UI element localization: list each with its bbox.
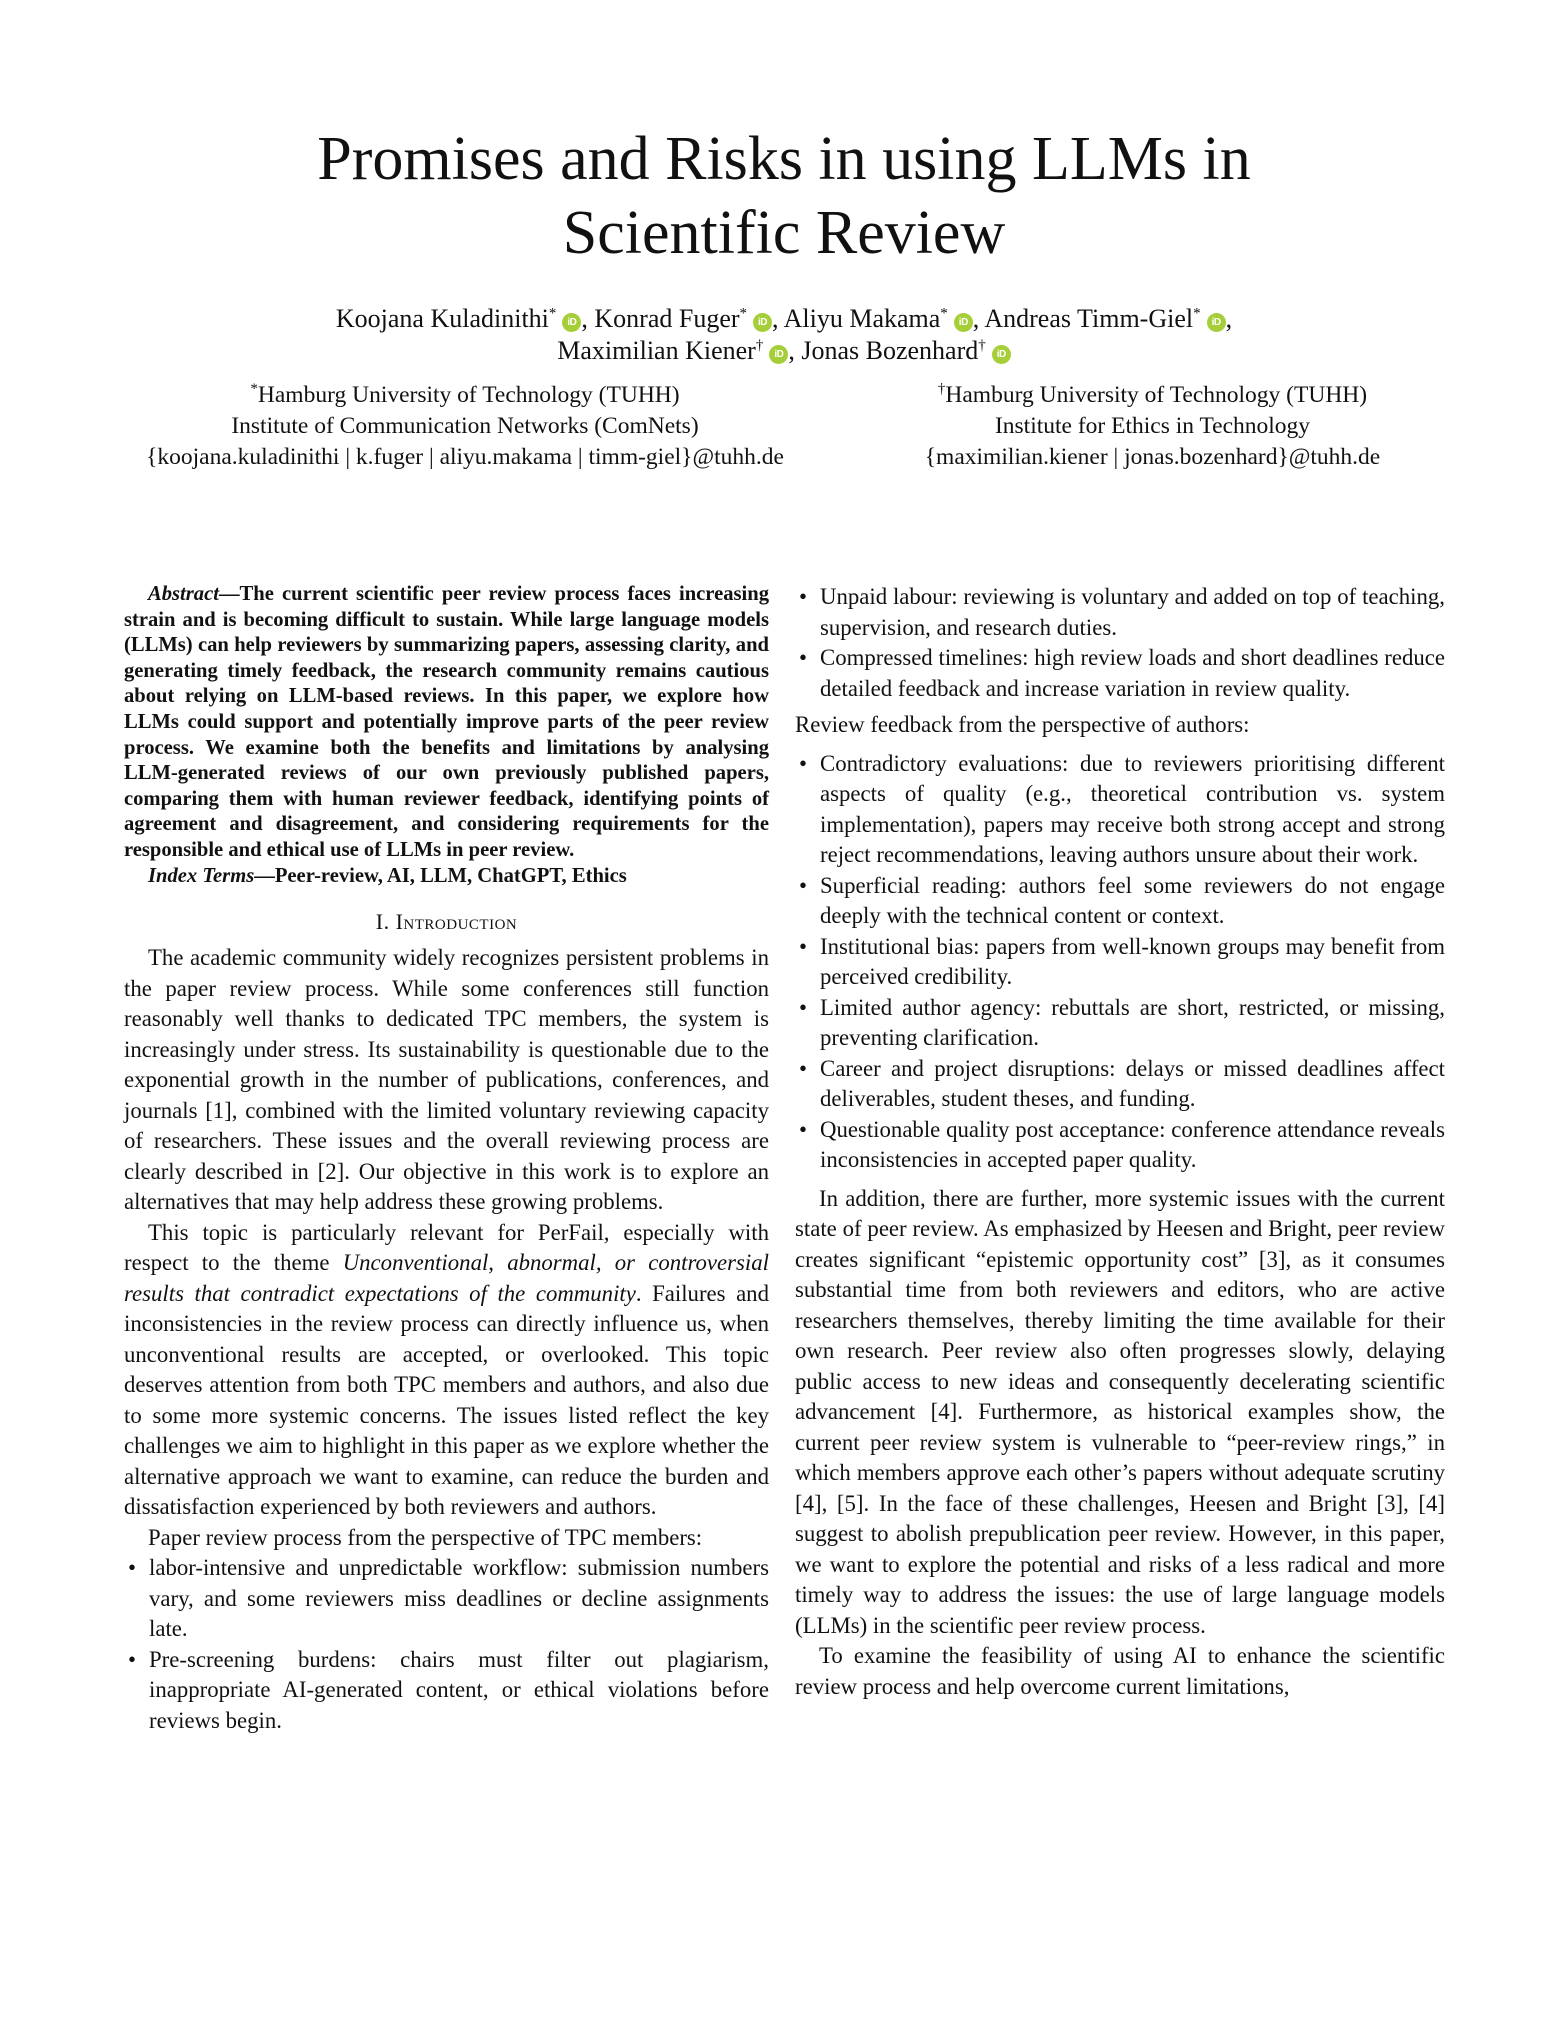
orcid-icon[interactable]: iD <box>562 313 581 332</box>
authors-list-intro: Review feedback from the perspective of authors: <box>795 712 1250 737</box>
affiliation-ethics <box>885 380 1420 473</box>
affiliation-mark: * <box>548 305 557 322</box>
paragraph-text: . Failures and inconsistencies in the review process can directly influence us, when unconventional results are accepted, or overlooked. This topic deserves attention from both TPC members and authors, and also due to some more systemic concerns. The issues listed reflect the key challenges we aim to highlight in this paper as we explore whether the alternative approach we want to examine, can reduce the burden and dissatisfaction experienced by both reviewers and authors. <box>124 1280 769 1520</box>
intro-paragraph-4: To examine the feasibility of using AI to enhance the scientific review process and help overcome current limitations, <box>795 1643 1445 1699</box>
affiliation-emails: {maximilian.kiener | jonas.bozenhard}@tuhh.de <box>924 444 1381 470</box>
abstract-label: Abstract <box>148 583 219 605</box>
affiliation-university: Hamburg University of Technology (TUHH) <box>257 382 680 408</box>
em-dash: — <box>254 864 275 887</box>
right-column <box>795 582 1445 1702</box>
author-name: Andreas Timm-Giel <box>984 304 1194 333</box>
author-name: Konrad Fuger <box>594 304 740 333</box>
list-item: • Compressed timelines: high review loads and short deadlines reduce detailed feedback and increase variation in review quality. <box>795 643 1445 704</box>
list-item: • labor-intensive and unpredictable workflow: submission numbers vary, and some reviewers miss deadlines or decline assignments late. <box>124 1553 769 1645</box>
list-item: • Career and project disruptions: delays or missed deadlines affect deliverables, student theses, and funding. <box>795 1054 1445 1115</box>
affiliation-institute: Institute for Ethics in Technology <box>994 413 1311 439</box>
tpc-list-intro: Paper review process from the perspective of TPC members: <box>148 1524 703 1550</box>
list-item: • Unpaid labour: reviewing is voluntary and added on top of teaching, supervision, and research duties. <box>795 582 1445 643</box>
paragraph-text: This topic is particularly relevant for PerFail, especially with respect to the theme <box>124 1219 769 1276</box>
index-terms-text: Peer-review, AI, LLM, ChatGPT, Ethics <box>274 864 627 887</box>
list-item: • Contradictory evaluations: due to reviewers prioritising different aspects of quality (e.g., theoretical contribution vs. system implementation), papers may receive both strong accept and strong reject recommendations, leaving authors unsure about their work. <box>795 749 1445 871</box>
title-line-1: Promises and Risks in using LLMs in <box>317 125 1251 193</box>
orcid-icon[interactable]: iD <box>753 313 772 332</box>
abstract <box>124 582 769 864</box>
affiliation-mark: * <box>940 305 948 322</box>
affiliation-mark: * <box>739 305 748 322</box>
author-list: Koojana Kuladinithi*iD , Konrad Fuger*iD , Aliyu Makama*iD , Andreas Timm-Giel*iD , Maximilian Kiener†iD , Jonas Bozenhard†iD <box>335 304 1233 365</box>
intro-paragraph-3: In addition, there are further, more systemic issues with the current state of peer review. As emphasized by Heesen and Bright, peer review creates significant “epistemic opportunity cost” [3], as it consumes substantial time from both reviewers and editors, who are active researchers themselves, thereby limiting the time available for their own research. Peer review also often progresses slowly, delaying public access to new ideas and consequently decelerating scientific advancement [4]. Furthermore, as historical examples show, the current peer review system is vulnerable to “peer-review rings,” in which members approve each other’s papers without adequate scrutiny [4], [5]. In the face of these challenges, Heesen and Bright [3], [4] suggest to abolish prepublication peer review. However, in this paper, we want to explore the potential and risks of a less radical and more timely way to address the issues: the use of large language models (LLMs) in the scientific peer review process. <box>795 1185 1445 1638</box>
section-heading-introduction: I. Introduction <box>375 909 518 935</box>
left-column <box>124 582 769 1736</box>
author-name: Aliyu Makama <box>783 304 941 333</box>
affiliation-mark: † <box>937 381 946 398</box>
affiliation-institute: Institute of Communication Networks (ComNets) <box>231 413 699 439</box>
intro-paragraph-1: The academic community widely recognizes persistent problems in the paper review process. While some conferences still function reasonably well thanks to dedicated TPC members, the system is increasingly under stress. Its sustainability is questionable due to the exponential growth in the number of publications, conferences, and journals [1], combined with the limited voluntary reviewing capacity of researchers. These issues and the overall reviewing process are clearly described in [2]. Our objective in this work is to explore an alternatives that may help address these growing problems. <box>124 945 769 1215</box>
index-terms <box>124 864 769 890</box>
paper-title <box>0 122 1568 270</box>
list-item: • Institutional bias: papers from well-known groups may benefit from perceived credibility. <box>795 932 1445 993</box>
author-name: Maximilian Kiener <box>557 336 756 365</box>
em-dash: — <box>218 583 240 605</box>
title-line-2: Scientific Review <box>562 199 1006 267</box>
author-name: Jonas Bozenhard <box>801 336 979 365</box>
affiliation-comnets <box>140 380 790 473</box>
emphasized-theme: Unconventional, abnormal, or controversial results that contradict expectations of the community <box>124 1250 769 1306</box>
intro-paragraph-2 <box>124 1218 769 1523</box>
tpc-issues-list <box>124 1553 769 1736</box>
tpc-issues-list-continued <box>795 582 1445 704</box>
author-name: Koojana Kuladinithi <box>335 304 549 333</box>
affiliation-university: Hamburg University of Technology (TUHH) <box>945 382 1368 408</box>
affiliation-mark: † <box>978 337 986 354</box>
orcid-icon[interactable]: iD <box>954 313 973 332</box>
orcid-icon[interactable]: iD <box>1207 313 1226 332</box>
list-item: • Limited author agency: rebuttals are short, restricted, or missing, preventing clarification. <box>795 993 1445 1054</box>
affiliation-emails: {koojana.kuladinithi | k.fuger | aliyu.makama | timm-giel}@tuhh.de <box>146 444 784 470</box>
list-item: • Superficial reading: authors feel some reviewers do not engage deeply with the technical content or context. <box>795 871 1445 932</box>
abstract-text: The current scientific peer review process faces increasing strain and is becoming difficult to sustain. While large language models (LLMs) can help reviewers by summarizing papers, assessing clarity, and generating timely feedback, the research community remains cautious about relying on LLM-based reviews. In this paper, we explore how LLMs could support and potentially improve parts of the peer review process. We examine both the benefits and limitations by analysing LLM-generated reviews of our own previously published papers, comparing them with human reviewer feedback, identifying points of agreement and disagreement, and considering requirements for the responsible and ethical use of LLMs in peer review. <box>124 583 769 861</box>
orcid-icon[interactable]: iD <box>769 345 788 364</box>
author-issues-list <box>795 749 1445 1176</box>
affiliation-mark: * <box>1193 305 1201 322</box>
list-item: • Pre-screening burdens: chairs must filter out plagiarism, inappropriate AI-generated content, or ethical violations before reviews begin. <box>124 1645 769 1737</box>
list-item: • Questionable quality post acceptance: conference attendance reveals inconsistencies in accepted paper quality. <box>795 1115 1445 1176</box>
index-terms-label: Index Terms <box>148 864 255 887</box>
orcid-icon[interactable]: iD <box>992 345 1011 364</box>
affiliation-mark: * <box>250 381 258 398</box>
affiliation-mark: † <box>755 337 764 354</box>
